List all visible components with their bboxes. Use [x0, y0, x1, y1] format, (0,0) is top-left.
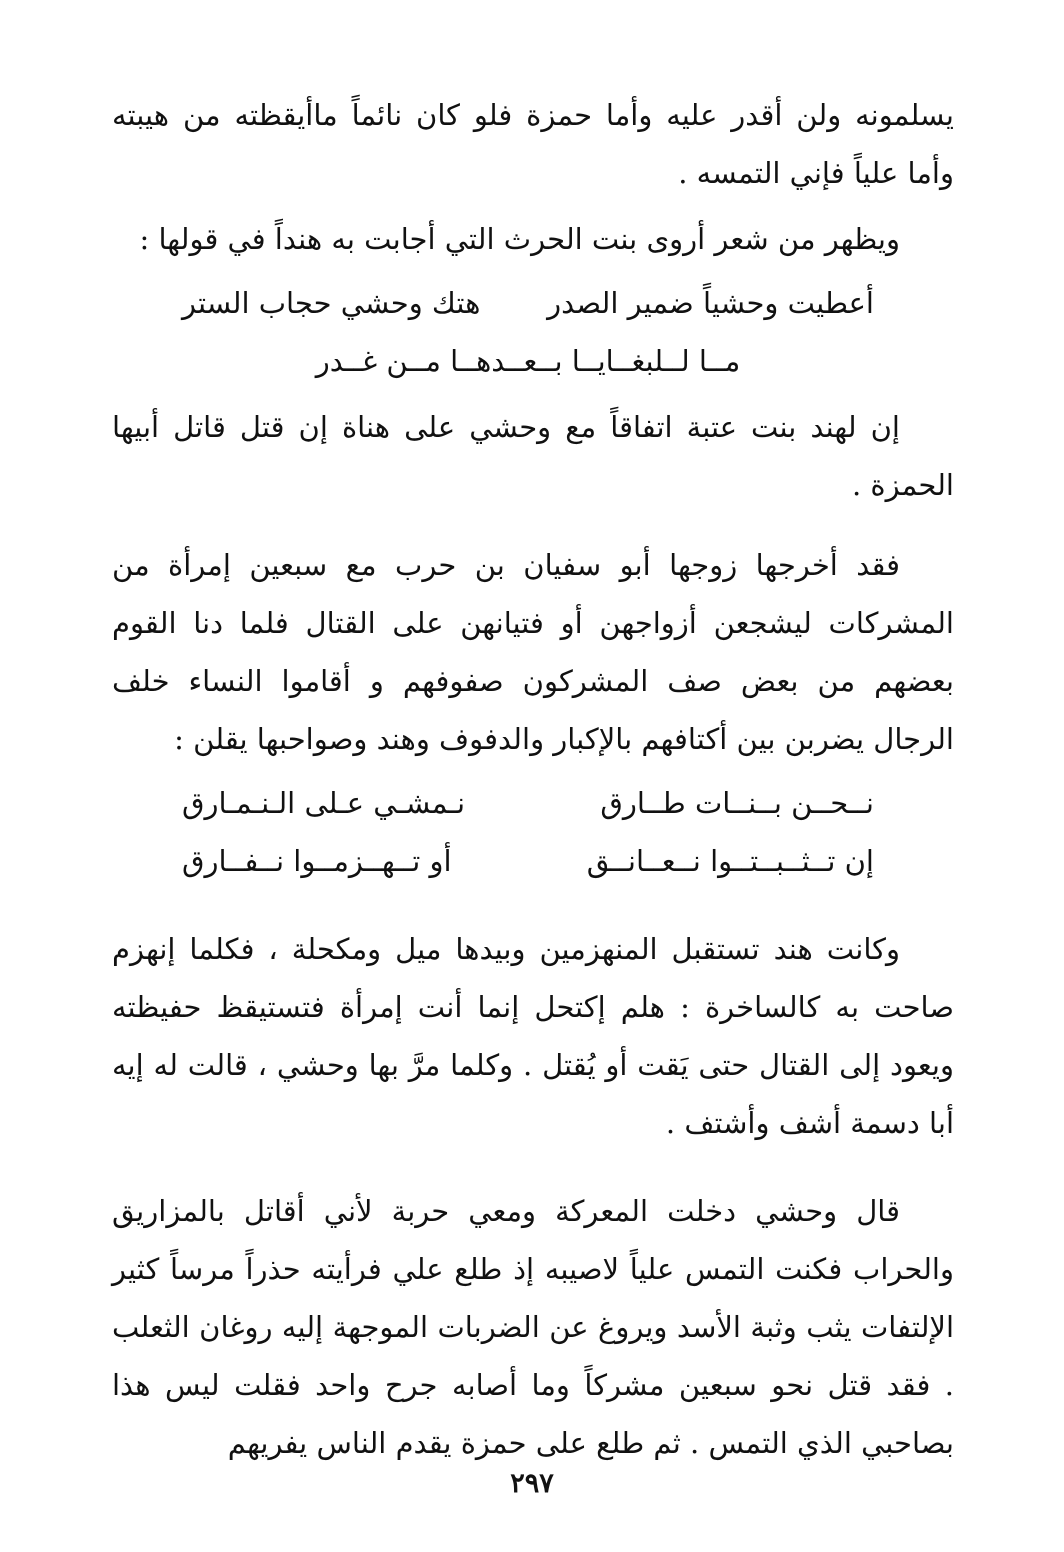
- page-number: ٢٩٧: [510, 1468, 554, 1499]
- poem-verse: [182, 332, 874, 390]
- paragraph-2: ويظهر من شعر أروى بنت الحرث التي أجابت به هنداً في قولها :: [139, 222, 900, 256]
- paragraph-6: قال وحشي دخلت المعركة ومعي حربة لأني أقاتل بالمزاريق والحراب فكنت التمس علياً لاصيبه إذ طلع علي فرأيته حذراً مرساً كثير الإلتفات يثب وثبة الأسد ويروغ عن الضربات الموجهة إليه روغان الثعلب . فقد قتل نحو سبعين مشركاً وما أصابه جرح واحد فقلت ليس هذا بصاحبي الذي التمس . ثم طلع على حمزة يقدم الناس يفريهم: [112, 1194, 954, 1460]
- paragraph-4: فقد أخرجها زوجها أبو سفيان بن حرب مع سبعين إمرأة من المشركات ليشجعن أزواجهن أو فتيانهن على القتال فلما دنا القوم بعضهم من بعض صف المشركون صفوفهم و أقاموا النساء خلف الرجال يضربن بين أكتافهم بالإكبار والدفوف وهند وصواحبها يقلن :: [112, 548, 954, 756]
- poem-verse: [182, 832, 874, 890]
- poem-verse: [182, 274, 874, 332]
- verse-hemistich-left: نـمشـي عـلى الـنـمـارق: [182, 786, 466, 820]
- verse-hemistich-right: أعطيت وحشياً ضمير الصدر: [547, 286, 874, 320]
- poem-hind: [182, 774, 874, 890]
- verse-hemistich-right: نــحــن بــنــات طــارق: [600, 786, 874, 820]
- paragraph-1: يسلمونه ولن أقدر عليه وأما حمزة فلو كان نائماً ماأيقظته من هيبته وأما علياً فإني التمسه .: [112, 98, 954, 190]
- poem-verse: [182, 774, 874, 832]
- paragraph-3: إن لهند بنت عتبة اتفاقاً مع وحشي على هناة إن قتل قاتل أبيها الحمزة .: [112, 410, 954, 502]
- poem-arwa: [182, 274, 874, 390]
- paragraph-5: وكانت هند تستقبل المنهزمين وبيدها ميل ومكحلة ، فكلما إنهزم صاحت به كالساخرة : هلم إكتحل إنما أنت إمرأة فتستيقظ حفيظته ويعود إلى القتال حتى يَقت أو يُقتل . وكلما مرَّ بها وحشي ، قالت له إيه أبا دسمة أشف وأشتف .: [112, 932, 954, 1140]
- verse-hemistich-left: أو تــهــزمــوا نــفــارق: [182, 844, 452, 878]
- verse-line: مــا لــلبغــايــا بــعــدهــا مــن غــدر: [315, 344, 741, 378]
- verse-hemistich-left: هتك وحشي حجاب الستر: [182, 286, 481, 320]
- verse-hemistich-right: إن تــثــبــتــوا نــعــانــق: [586, 844, 874, 878]
